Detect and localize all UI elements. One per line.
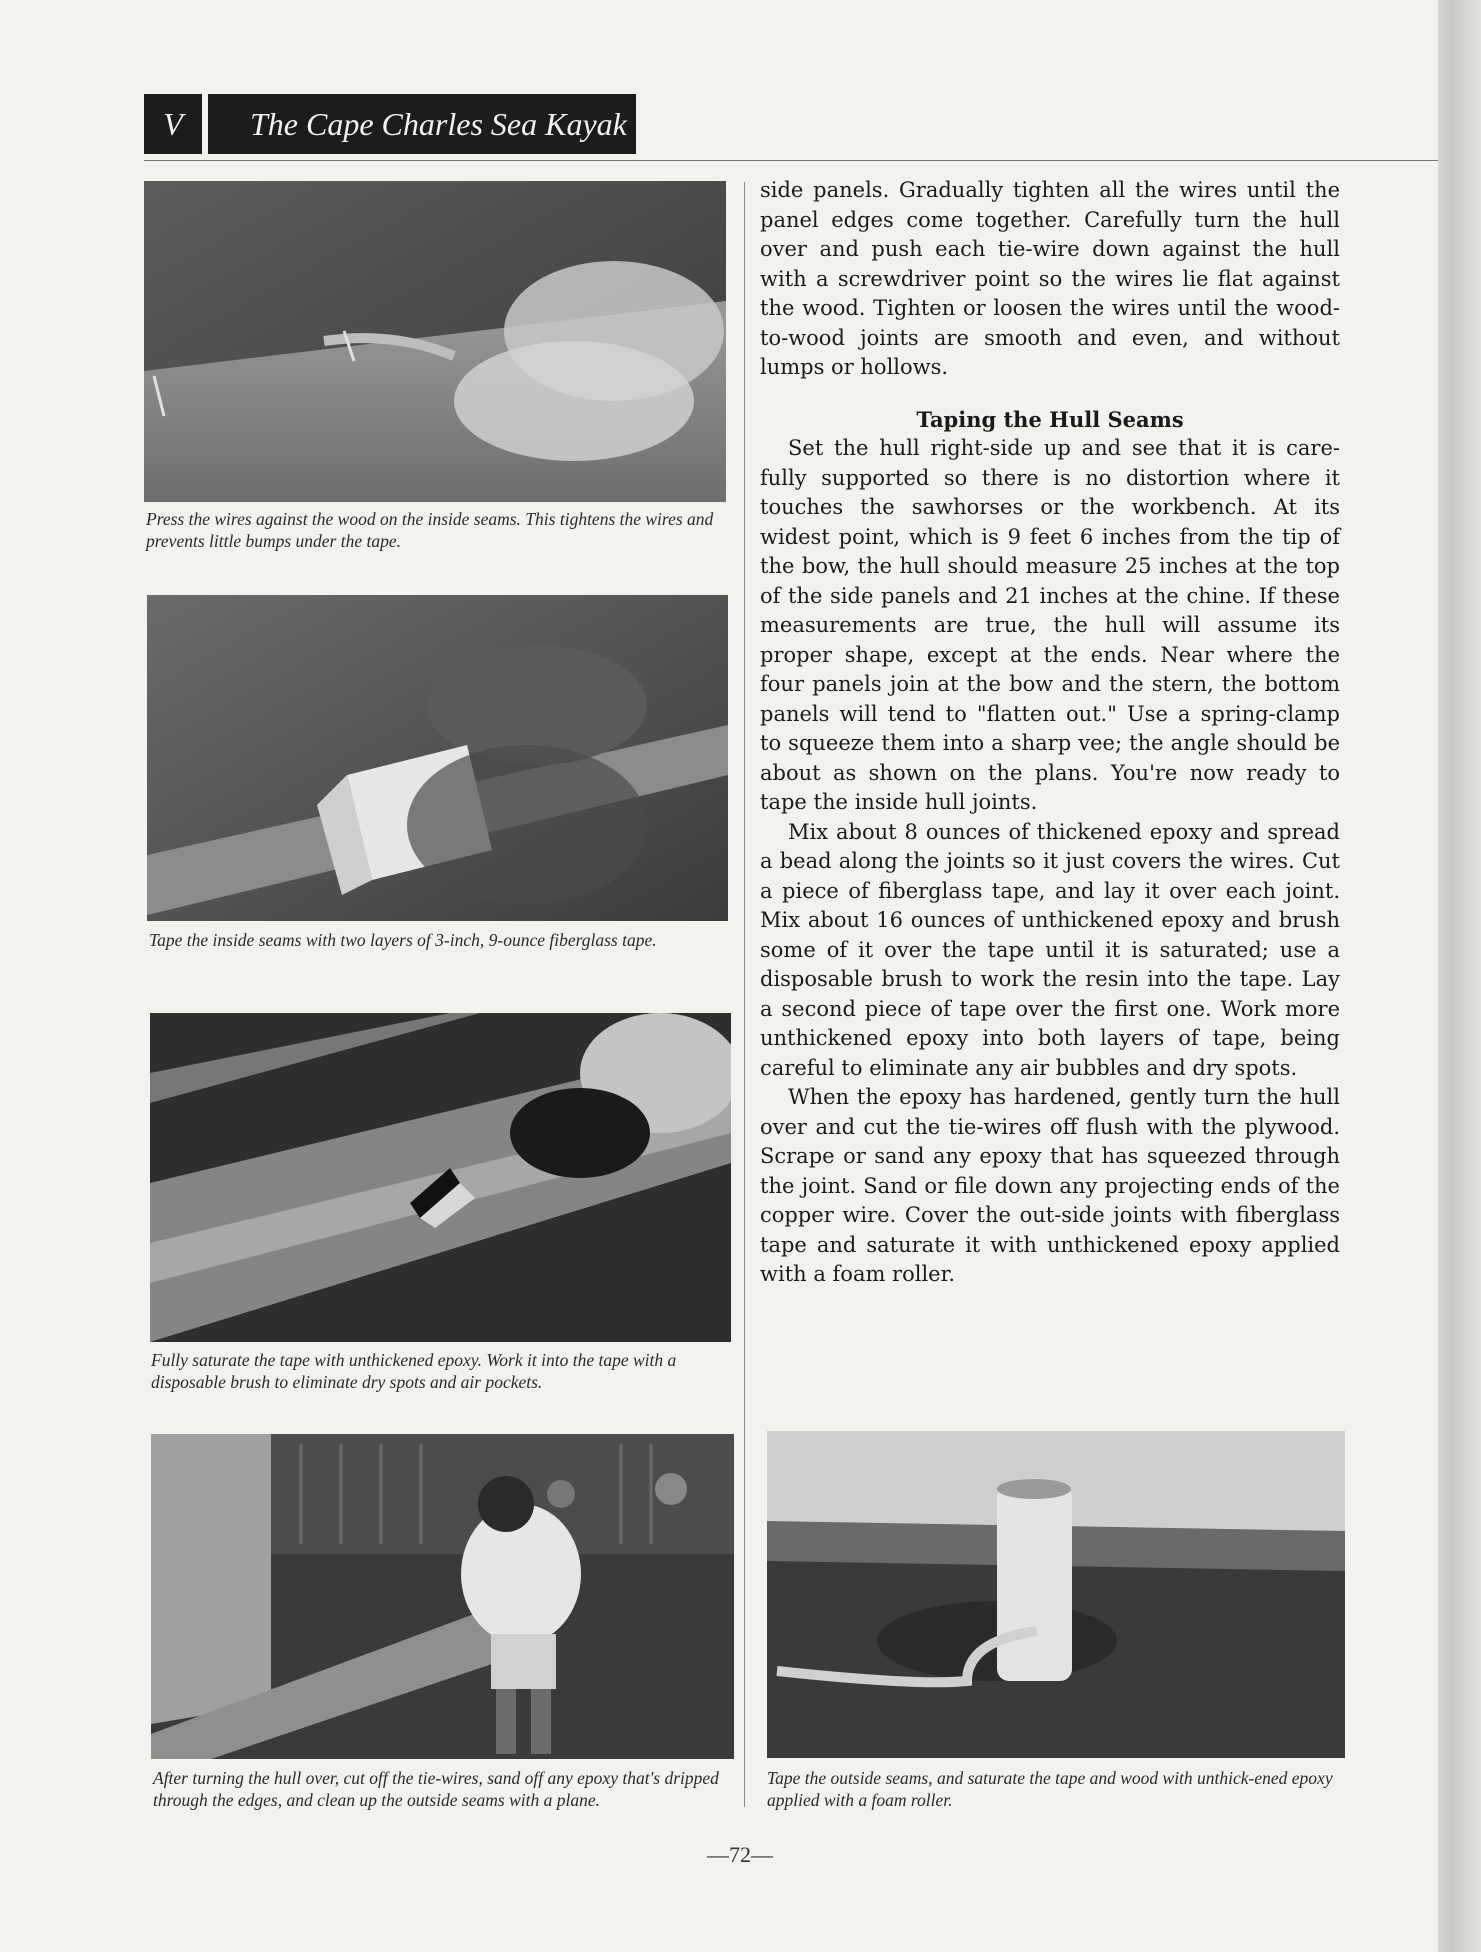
paragraph-1: Set the hull right-side up and see that it is care-fully supported so there is no distortion where it touches the sawhorses or the workbench. At its widest point, which is 9 feet 6 inches from the tip of the bow, the hull should measure 25 inches at the top of the side panels and 21 inches at the chine. If these measurements are true, the hull will assume its proper shape, except at the ends. Near where the four panels join at the bow and the stern, the bottom panels will tend to "flatten out." Use a spring-clamp to squeeze them into a sharp vee; the angle should be about as shown on the plans. You're now ready to tape the inside hull joints. bbox=[760, 436, 1340, 814]
caption-3: Fully saturate the tape with unthickened epoxy. Work it into the tape with a disposable brush to eliminate dry spots and air pockets. bbox=[151, 1350, 677, 1392]
book-title: The Cape Charles Sea Kayak bbox=[208, 94, 636, 154]
photo-brushing-epoxy bbox=[150, 1013, 731, 1342]
section-heading: Taping the Hull Seams bbox=[916, 406, 1184, 432]
column-divider bbox=[744, 182, 745, 1807]
header-rule bbox=[144, 160, 1438, 161]
section-number: V bbox=[144, 94, 202, 154]
page-number: —72— bbox=[707, 1842, 773, 1867]
caption-5: Tape the outside seams, and saturate the tape and wood with unthick-ened epoxy applied with a foam roller. bbox=[767, 1768, 1333, 1810]
paragraph-2: Mix about 8 ounces of thickened epoxy and spread a bead along the joints so it just covers the wires. Cut a piece of fiberglass tape, and lay it over each joint. Mix about 16 ounces of unthickened epoxy and brush some of it over the tape until it is saturated; use a disposable brush to work the resin into the tape. Lay a second piece of tape over the first one. Work more unthickened epoxy into both layers of tape, being careful to eliminate any air bubbles and dry spots. bbox=[760, 819, 1340, 1080]
photo-foam-roller bbox=[767, 1431, 1345, 1758]
page-gutter-edge bbox=[1438, 0, 1481, 1952]
paragraph-intro: side panels. Gradually tighten all the wires until the panel edges come together. Carefully turn the hull over and push each tie-wire down against the hull with a screwdriver point so the wires lie flat against the wood. Tighten or loosen the wires until the wood-to-wood joints are smooth and even, and without lumps or hollows. bbox=[760, 178, 1340, 379]
article-body bbox=[760, 176, 1340, 1290]
caption-1: Press the wires against the wood on the inside seams. This tightens the wires and prevents little bumps under the tape. bbox=[146, 509, 714, 551]
photo-laying-tape bbox=[147, 595, 728, 921]
caption-2: Tape the inside seams with two layers of 3-inch, 9-ounce fiberglass tape. bbox=[149, 930, 657, 950]
paragraph-3: When the epoxy has hardened, gently turn the hull over and cut the tie-wires off flush with the plywood. Scrape or sand any epoxy that has squeezed through the joint. Sand or file down any projecting ends of the copper wire. Cover the out-side joints with fiberglass tape and saturate it with unthickened epoxy applied with a foam roller. bbox=[760, 1085, 1340, 1286]
photo-wires-screwdriver bbox=[144, 181, 726, 502]
caption-4: After turning the hull over, cut off the tie-wires, sand off any epoxy that's dripped through the edges, and clean up the outside seams with a plane. bbox=[153, 1768, 719, 1810]
photo-planing-hull bbox=[151, 1434, 734, 1759]
